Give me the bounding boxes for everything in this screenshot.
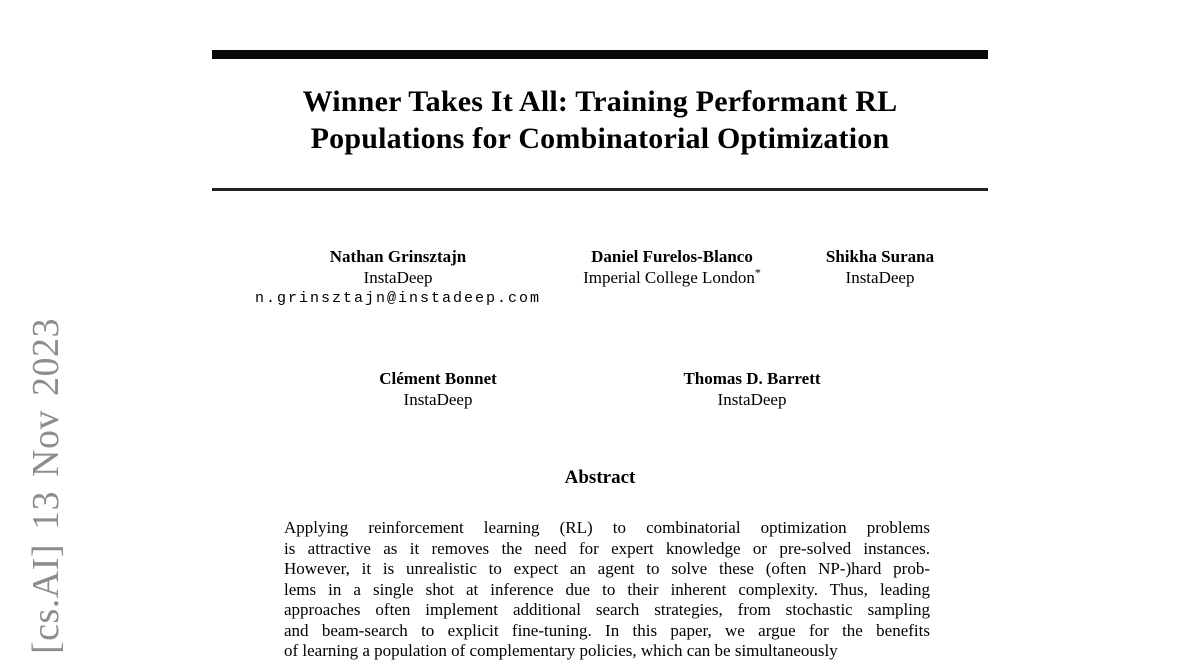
paper-title-line-2: Populations for Combinatorial Optimization	[310, 122, 890, 155]
abstract-line-clipped: of learning a population of complementary policies, which can be simultaneously	[284, 641, 838, 660]
author-name: Clément Bonnet	[379, 369, 497, 388]
top-rule	[212, 50, 988, 59]
author-affiliation: InstaDeep	[717, 390, 787, 409]
abstract-line: and beam-search to explicit fine-tuning. In this paper, we argue for the benefits	[284, 620, 930, 640]
affiliation-asterisk: *	[754, 265, 761, 280]
author-block-barrett	[602, 368, 902, 410]
author-block-grinsztajn	[238, 246, 558, 310]
author-block-bonnet	[288, 368, 588, 410]
affiliation-text: Imperial College London	[583, 268, 755, 287]
abstract-line: However, it is unrealistic to expect an agent to solve these (often NP-)hard prob-	[284, 559, 930, 578]
title-rule	[212, 188, 988, 191]
abstract-line: approaches often implement additional search strategies, from stochastic sampling	[284, 600, 930, 619]
author-affiliation: InstaDeep	[403, 390, 473, 409]
author-block-surana	[760, 246, 1000, 288]
abstract-line: Applying reinforcement learning (RL) to combinatorial optimization problems	[284, 518, 930, 537]
arxiv-watermark: [cs.AI] 13 Nov 2023	[25, 317, 67, 654]
paper-title-line-1: Winner Takes It All: Training Performant RL	[302, 85, 898, 118]
author-name: Nathan Grinsztajn	[329, 247, 467, 266]
author-affiliation: InstaDeep	[363, 268, 433, 287]
abstract-heading: Abstract	[564, 467, 636, 488]
abstract-line: lems in a single shot at inference due to their inherent complexity. Thus, leading	[284, 579, 930, 599]
abstract-line: is attractive as it removes the need for expert knowledge or pre-solved instances.	[284, 538, 930, 558]
author-affiliation: InstaDeep	[845, 268, 915, 287]
author-email: n.grinsztajn@instadeep.com	[254, 290, 542, 307]
paper-title	[100, 83, 1100, 157]
author-name: Shikha Surana	[825, 247, 935, 266]
author-name: Thomas D. Barrett	[683, 369, 821, 388]
author-name: Daniel Furelos-Blanco	[591, 247, 753, 266]
abstract-text	[284, 518, 930, 662]
